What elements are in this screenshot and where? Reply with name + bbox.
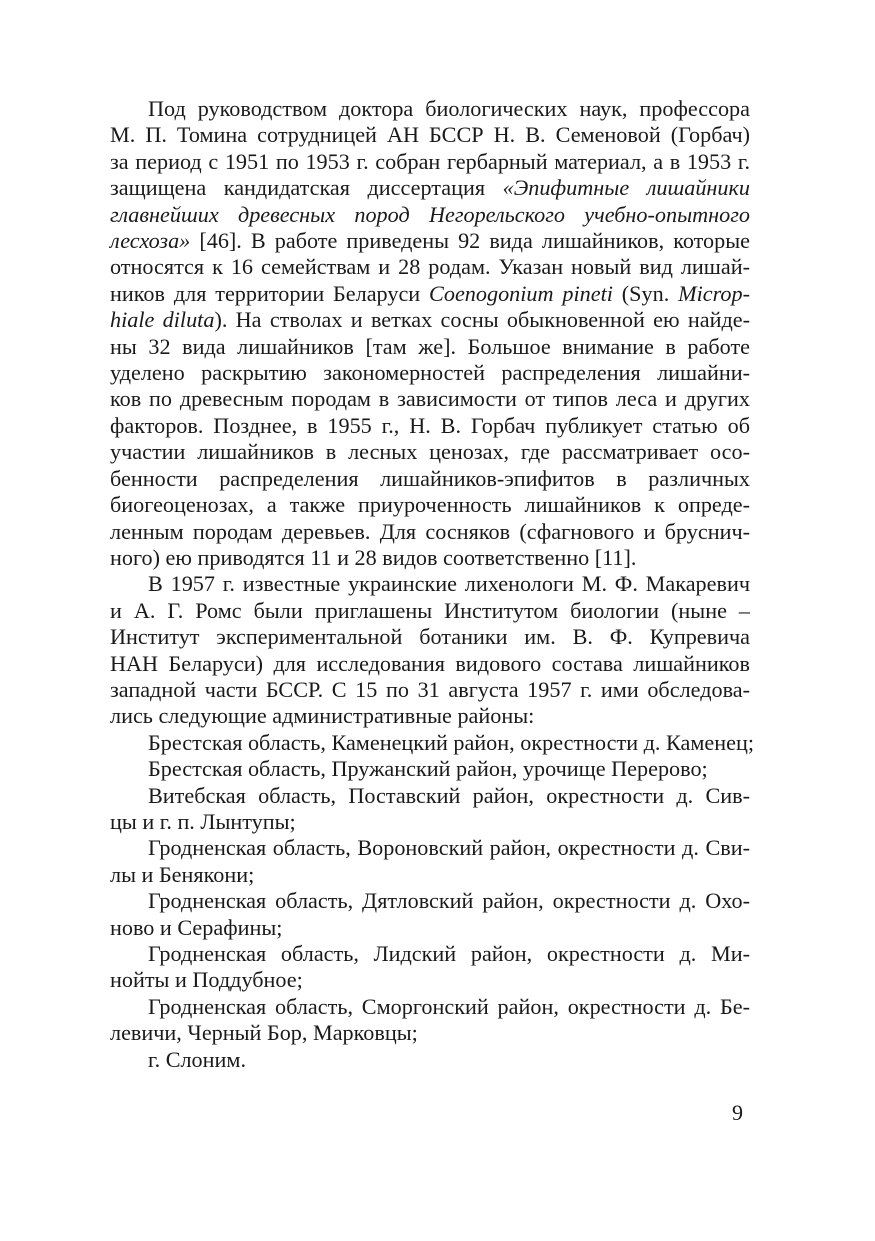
text-line [110,386,750,412]
text-line [110,149,750,175]
text-line [110,994,750,1020]
text-line [110,360,750,386]
text-run: ленным породам деревьев. Для сосняков (сфагнового и бруснич- [110,518,750,544]
italic-run: лесхоза» [110,228,191,254]
italic-run: Microp- [678,280,751,306]
text-line [110,598,750,624]
paragraph [110,835,750,888]
text-run: Гродненская область, Сморгонский район, окрестности д. Бе- [148,993,750,1019]
text-run: левичи, Черный Бор, Марковцы; [110,1020,418,1046]
text-line [110,941,750,967]
italic-run: «Эпифитные лишайники [502,175,750,201]
text-line [110,783,750,809]
italic-run: Coenogonium pineti [429,280,613,306]
text-line [110,1020,750,1046]
text-run: ного) ею приводятся 11 и 28 видов соответственно [11]. [110,544,637,570]
text-line [110,122,750,148]
text-line [110,915,750,941]
text-run: г. Слоним. [148,1046,246,1072]
text-run: В 1957 г. известные украинские лихенологи М. Ф. Макаревич [148,571,750,597]
text-run: ново и Серафины; [110,914,283,940]
paragraph [110,783,750,836]
paragraph [110,96,750,571]
paragraph [110,994,750,1047]
text-line [110,651,750,677]
text-run: бенности распределения лишайников-эпифитов в различных [110,465,750,491]
paragraph [110,571,750,729]
text-line [110,466,750,492]
text-line [110,96,750,122]
text-line [110,624,750,650]
paragraph [110,756,750,782]
text-line [110,888,750,914]
text-line [110,281,750,307]
text-line [110,835,750,861]
page-number: 9 [732,1100,743,1125]
text-line [110,729,755,756]
text-run: биогеоценозах, а также приуроченность лишайников к опреде- [110,492,750,518]
text-run: лись следующие административные районы: [110,703,535,729]
text-run: цы и г. п. Лынтупы; [110,808,296,834]
text-run: Гродненская область, Дятловский район, окрестности д. Охо- [148,888,750,914]
text-run: защищена кандидатская диссертация [110,175,503,201]
text-line [110,228,750,254]
text-run: ). На стволах и ветках сосны обыкновенной ею найде- [214,307,750,333]
text-line [110,703,750,729]
text-run: западной части БССР. С 15 по 31 августа 1957 г. ими обследова- [110,676,750,702]
text-run: за период с 1951 по 1953 г. собран гербарный материал, а в 1953 г. [110,148,750,174]
text-run: Гродненская область, Вороновский район, окрестности д. Сви- [148,835,750,861]
text-run: нойты и Поддубное; [110,967,303,993]
text-run: НАН Беларуси) для исследования видового состава лишайников [110,650,750,676]
text-run: участии лишайников в лесных ценозах, где рассматривает осо- [110,439,750,465]
text-run: Гродненская область, Лидский район, окрестности д. Ми- [148,941,750,966]
text-run: М. П. Томина сотрудницей АН БССР Н. В. Семеновой (Горбач) [110,122,750,148]
text-run: Брестская область, Пружанский район, урочище Перерово; [148,756,708,782]
paragraph [110,941,750,994]
text-line [110,967,750,993]
text-run: Витебская область, Поставский район, окрестности д. Сив- [148,782,750,808]
text-run: Под руководством доктора биологических наук, профессора [148,96,750,121]
text-run: факторов. Позднее, в 1955 г., Н. В. Горбач публикует статью об [110,412,750,438]
text-run: Институт экспериментальной ботаники им. В. Ф. Купревича [110,624,750,650]
paragraph [110,888,750,941]
text-line [110,571,750,597]
text-run: [46]. В работе приведены 92 вида лишайников, которые [190,228,750,254]
text-run: (Syn. [612,280,679,306]
body-text [110,96,755,1073]
text-line [110,545,750,571]
text-run: уделено раскрытию закономерностей распределения лишайни- [110,360,750,386]
text-run: и А. Г. Ромс были приглашены Институтом биологии (ныне – [110,597,750,623]
text-line [110,175,750,201]
text-line [110,862,750,888]
text-line [110,202,750,228]
text-line [110,809,750,835]
text-line [110,413,750,439]
italic-run: главнейших древесных пород Негорельского учебно-опытного [110,201,750,227]
text-run: ников для территории Беларуси [110,280,430,306]
text-line [110,307,750,333]
text-line [110,1047,750,1073]
paragraph [110,729,755,756]
text-line [110,756,750,782]
italic-run: hiale diluta [110,307,215,333]
text-line [110,439,750,465]
text-run: лы и Бенякони; [110,861,255,887]
text-line [110,519,750,545]
text-line [110,492,750,518]
text-line [110,254,750,280]
text-line [110,334,750,360]
text-run: относятся к 16 семействам и 28 родам. Указан новый вид лишай- [110,254,750,280]
text-run: Брестская область, Каменецкий район, окрестности д. Каменец; [148,729,755,755]
text-line [110,677,750,703]
paragraph [110,1047,750,1073]
text-run: ков по древесным породам в зависимости от типов леса и других [110,386,750,412]
text-run: ны 32 вида лишайников [там же]. Большое внимание в работе [110,333,750,359]
